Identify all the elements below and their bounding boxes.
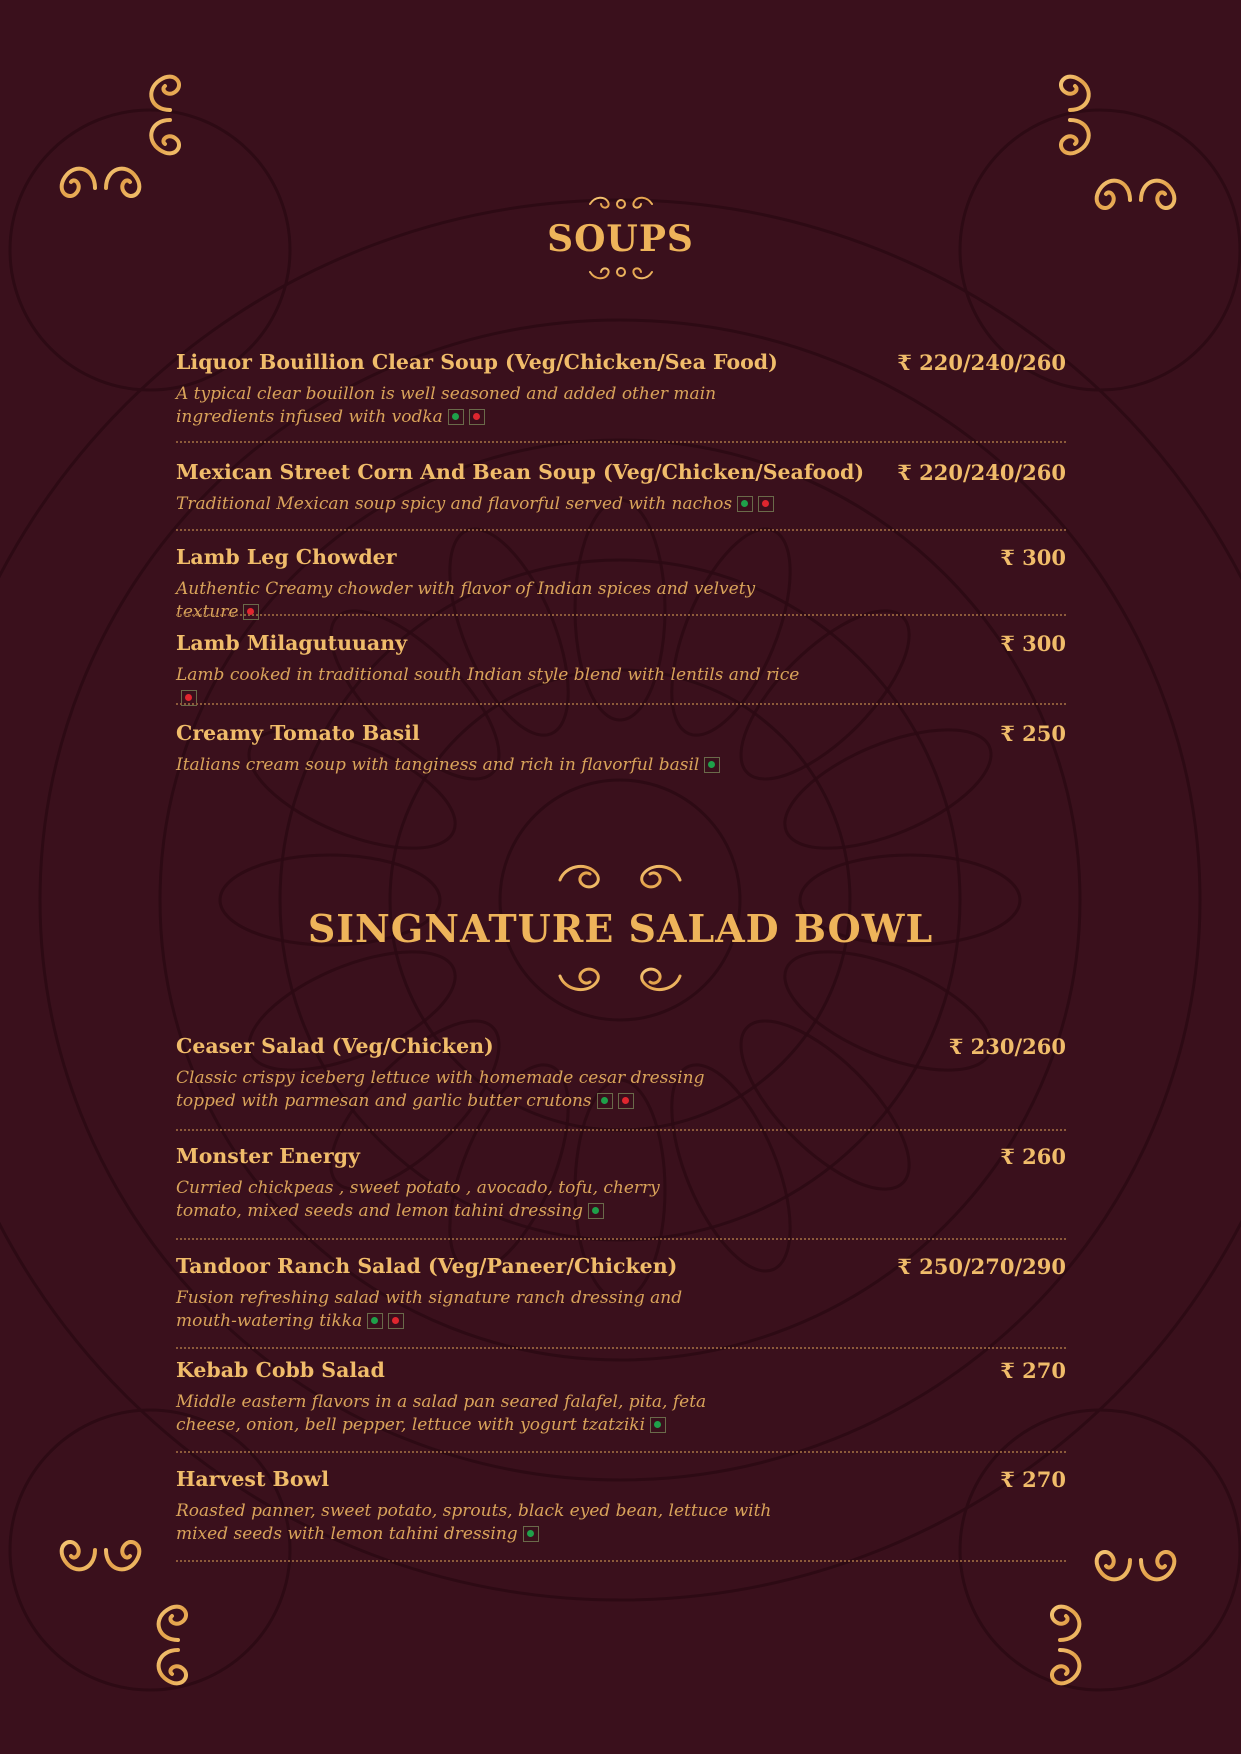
veg-marker-icon (588, 1203, 604, 1219)
dotted-divider (176, 703, 1066, 705)
item-description (176, 754, 816, 777)
corner-scroll-bottom-left (159, 1607, 186, 1684)
item-name: Tandoor Ranch Salad (Veg/Paneer/Chicken) (176, 1254, 678, 1278)
item-name: Ceaser Salad (Veg/Chicken) (176, 1034, 494, 1058)
item-description-text: Classic crispy iceberg lettuce with homemade cesar dressing topped with parmesan and garlic butter crutons (176, 1068, 705, 1111)
dotted-divider (176, 1560, 1066, 1562)
item-description (176, 578, 816, 623)
item-price: ₹ 250 (1000, 721, 1066, 746)
item-description-text: Roasted panner, sweet potato, sprouts, black eyed bean, lettuce with mixed seeds with lemon tahini dressing (176, 1501, 772, 1544)
item-description (176, 383, 816, 428)
item-description-text: Italians cream soup with tanginess and rich in flavorful basil (176, 755, 700, 775)
dotted-divider (176, 529, 1066, 531)
dotted-divider (176, 441, 1066, 443)
item-description (176, 1287, 696, 1332)
item-description (176, 493, 816, 516)
side-scroll-left-bottom (62, 1542, 140, 1569)
nonveg-marker-icon (758, 496, 774, 512)
nonveg-marker-icon (618, 1093, 634, 1109)
item-description (176, 1067, 736, 1112)
dotted-divider (176, 614, 1066, 616)
corner-scroll-top-right (1061, 77, 1089, 154)
item-price: ₹ 230/260 (948, 1034, 1066, 1059)
item-name: Lamb Milagutuuany (176, 631, 408, 655)
side-scroll-right-top (1097, 181, 1175, 208)
section-title-salad: SINGNATURE SALAD BOWL (307, 906, 934, 951)
item-price: ₹ 270 (1000, 1358, 1066, 1383)
item-name: Creamy Tomato Basil (176, 721, 420, 745)
item-description-text: Fusion refreshing salad with signature ranch dressing and mouth-watering tikka (176, 1288, 683, 1331)
item-description (176, 1500, 816, 1545)
section-title-soups: SOUPS (547, 218, 694, 260)
veg-marker-icon (597, 1093, 613, 1109)
veg-marker-icon (523, 1526, 539, 1542)
dotted-divider (176, 1451, 1066, 1453)
veg-marker-icon (737, 496, 753, 512)
nonveg-marker-icon (243, 604, 259, 620)
item-description-text: Authentic Creamy chowder with flavor of Indian spices and velvety texture (176, 579, 756, 622)
veg-marker-icon (704, 757, 720, 773)
item-description-text: Traditional Mexican soup spicy and flavorful served with nachos (176, 494, 733, 514)
item-price: ₹ 250/270/290 (897, 1254, 1066, 1279)
side-scroll-left-top (62, 169, 140, 196)
item-price: ₹ 300 (1000, 545, 1066, 570)
item-name: Kebab Cobb Salad (176, 1358, 385, 1382)
veg-marker-icon (448, 409, 464, 425)
item-name: Liquor Bouillion Clear Soup (Veg/Chicken/Sea Food) (176, 350, 778, 374)
item-name: Mexican Street Corn And Bean Soup (Veg/Chicken/Seafood) (176, 460, 865, 484)
nonveg-marker-icon (388, 1313, 404, 1329)
corner-scroll-top-left (151, 77, 179, 154)
item-name: Lamb Leg Chowder (176, 545, 397, 569)
item-price: ₹ 220/240/260 (897, 460, 1066, 485)
item-description-text: Curried chickpeas , sweet potato , avocado, tofu, cherry tomato, mixed seeds and lemon tahini dressing (176, 1178, 660, 1221)
item-description-text: A typical clear bouillon is well seasoned and added other main ingredients infused with vodka (176, 384, 717, 427)
item-description (176, 1391, 766, 1436)
corner-scroll-bottom-right (1052, 1607, 1079, 1684)
dotted-divider (176, 1129, 1066, 1131)
item-price: ₹ 220/240/260 (897, 350, 1066, 375)
item-name: Monster Energy (176, 1144, 360, 1168)
item-price: ₹ 270 (1000, 1467, 1066, 1492)
veg-marker-icon (650, 1417, 666, 1433)
side-scroll-right-bottom (1097, 1552, 1175, 1579)
item-description-text: Middle eastern flavors in a salad pan seared falafel, pita, feta cheese, onion, bell pepper, lettuce with yogurt tzatziki (176, 1392, 707, 1435)
item-price: ₹ 260 (1000, 1144, 1066, 1169)
dotted-divider (176, 1238, 1066, 1240)
nonveg-marker-icon (469, 409, 485, 425)
item-description (176, 1177, 706, 1222)
item-name: Harvest Bowl (176, 1467, 329, 1491)
item-price: ₹ 300 (1000, 631, 1066, 656)
veg-marker-icon (367, 1313, 383, 1329)
dotted-divider (176, 1347, 1066, 1349)
item-description-text: Lamb cooked in traditional south Indian style blend with lentils and rice (176, 665, 800, 685)
